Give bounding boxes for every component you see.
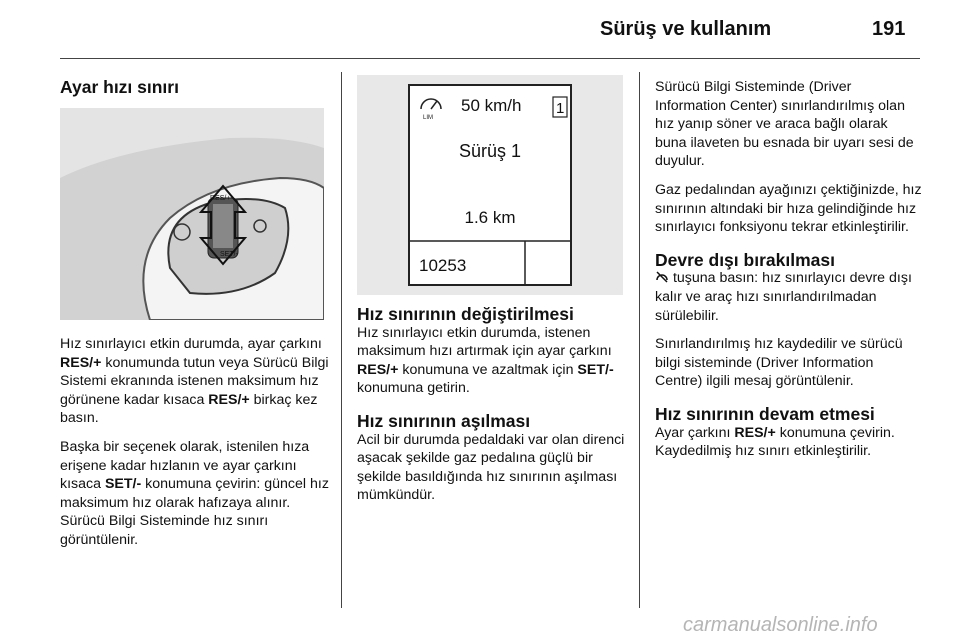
paragraph: Başka bir seçenek olarak, istenilen hıza erişene kadar hızlanın ve ayar çarkını kısaca SET/- konumuna çevirin: güncel hız maksimum hız olarak hafızaya alınır. Sürücü Bilgi Sisteminde hız sınırı görüntülenir.: [60, 438, 329, 548]
section-heading: Ayar hızı sınırı: [60, 77, 179, 97]
paragraph: Hız sınırlayıcı etkin durumda, ayar çarkını RES/+ konumunda tutun veya Sürücü Bilgi Sistemi ekranında istenen maksimum hız görünene kadar kısaca RES/+ birkaç kez basın.: [60, 336, 329, 427]
column-3-text: [655, 78, 923, 471]
column-divider-1: [341, 72, 342, 608]
trip-distance: 1.6 km: [464, 208, 516, 227]
column-1-text: [60, 335, 330, 560]
paragraph: Sınırlandırılmış hız kaydedilir ve sürücü bilgi sisteminde (Driver Information Centre) ilgili mesaj görüntülenir.: [655, 336, 903, 390]
section-heading: Hız sınırının aşılması: [357, 410, 531, 431]
paragraph: Hız sınırlayıcı etkin durumda, istenen maksimum hızı artırmak için ayar çarkını RES/+ konumuna ve azaltmak için SET/- konumuna getirin.: [357, 324, 614, 397]
column-2-text: [357, 305, 632, 515]
set-label: SET/-: [220, 251, 238, 258]
speed-limiter-off-icon: [655, 270, 669, 286]
svg-text:LIM: LIM: [423, 115, 434, 121]
drive-mode: Sürüş 1: [458, 141, 522, 161]
section-heading: Devre dışı bırakılması: [655, 249, 835, 270]
paragraph: Acil bir durumda pedaldaki var olan direnci aşacak şekilde gaz pedalına güçlü bir şekilde basıldığında hız sınırının aşılması mümkündür.: [357, 431, 625, 504]
paragraph: Sürücü Bilgi Sisteminde (Driver Information Center) sınırlandırılmış olan hız yanıp söner ve araca bağlı olarak buna ilaveten bu esnada bir uyarı sesi de duyulur.: [655, 79, 914, 170]
steering-wheel-image: [60, 108, 324, 320]
column-1: [60, 78, 330, 99]
page-number: 191: [872, 18, 906, 40]
header-divider: [60, 58, 920, 59]
paragraph: tuşuna basın: hız sınırlayıcı devre dışı kalır ve araç hızı sınırlandırılmadan sürülebilir.: [655, 270, 912, 324]
odometer: 10253: [419, 256, 467, 275]
section-heading: Hız sınırının değiştirilmesi: [357, 304, 574, 324]
speed-value: 50 km/h: [461, 96, 522, 115]
res-label: RES/+: [210, 195, 231, 202]
watermark: carmanualsonline.info: [683, 614, 878, 636]
column-divider-2: [639, 72, 640, 608]
paragraph: Gaz pedalından ayağınızı çektiğinizde, hız sınırının altındaki bir hıza gelindiğinde hız sınırlayıcı fonksiyonu tekrar etkinleştirilir.: [655, 181, 922, 236]
section-heading: Hız sınırının devam etmesi: [655, 403, 875, 424]
header-title: Sürüş ve kullanım: [600, 18, 772, 40]
driver-info-display-image: [357, 75, 623, 295]
paragraph: Ayar çarkını RES/+ konumuna çevirin. Kaydedilmiş hız sınırı etkinleştirilir.: [655, 424, 895, 460]
gear-indicator: 1: [556, 100, 565, 117]
